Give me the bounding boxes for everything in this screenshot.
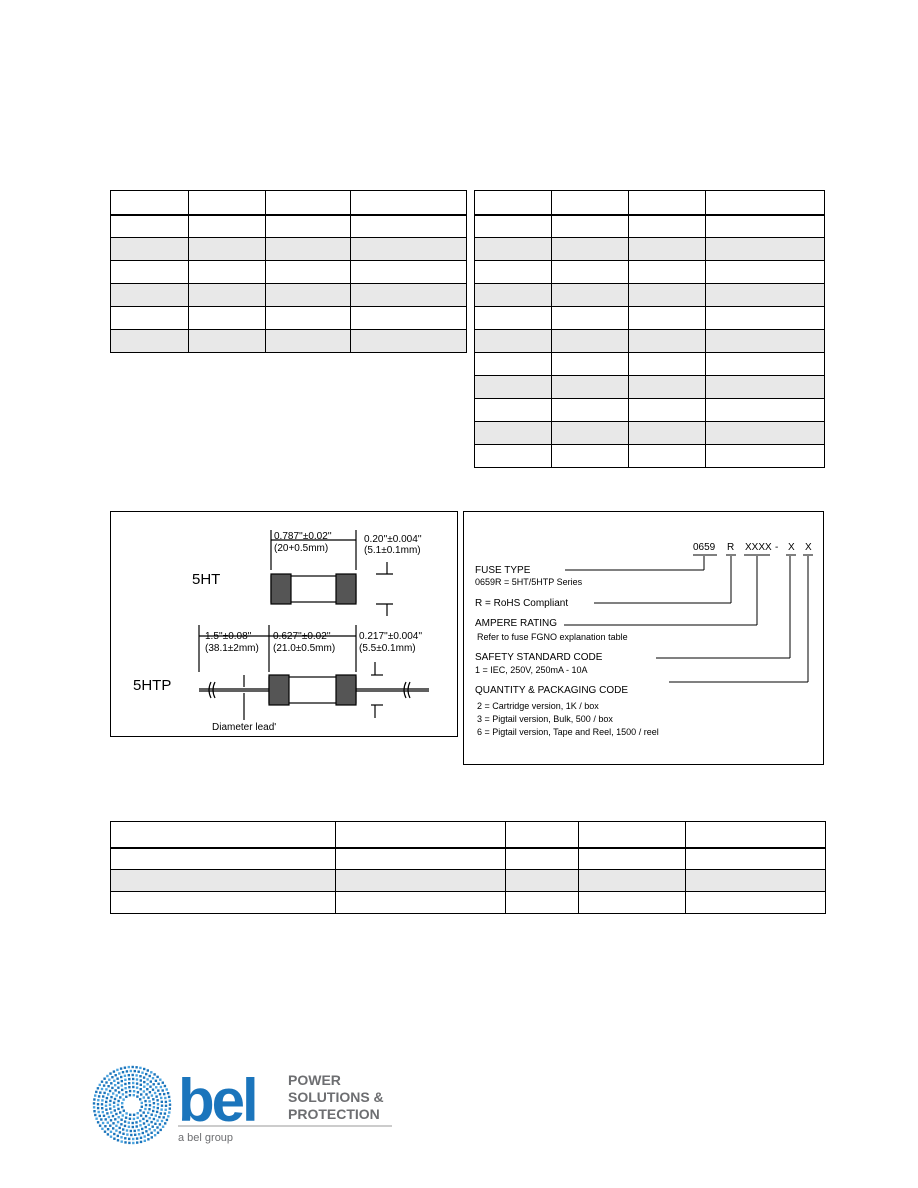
- table-row: [475, 353, 825, 376]
- table-header-row: [111, 191, 467, 215]
- ordering-code-panel: [463, 511, 824, 765]
- label-5ht: 5HT: [192, 571, 221, 588]
- qty-item: 3 = Pigtail version, Bulk, 500 / box: [477, 714, 613, 724]
- table-header-row: [475, 191, 825, 215]
- code-dash: -: [775, 542, 779, 553]
- table-row: [111, 284, 467, 307]
- dim-diameter-5htp: 0.217''±0.004'': [359, 631, 423, 642]
- code-prefix: 0659: [693, 542, 716, 553]
- table-row: [475, 422, 825, 445]
- qty-title: QUANTITY & PACKAGING CODE: [475, 685, 628, 696]
- table-row: [475, 307, 825, 330]
- bel-logo-mark: [92, 1065, 412, 1145]
- table-row: [475, 399, 825, 422]
- qty-item: 6 = Pigtail version, Tape and Reel, 1500 / reel: [477, 727, 659, 737]
- table-row: [475, 261, 825, 284]
- fuse-dimension-diagram: [111, 512, 459, 738]
- brand-line-2: SOLUTIONS &: [288, 1089, 384, 1105]
- bel-logo: [92, 1065, 412, 1145]
- dim-body-length-5ht-mm: (20+0.5mm): [274, 543, 329, 554]
- table-row: [111, 892, 826, 914]
- table-header-row: [111, 822, 826, 848]
- safety-title: SAFETY STANDARD CODE: [475, 652, 603, 663]
- table-row: [475, 445, 825, 468]
- dim-lead-length: 1.5''±0.08'': [205, 631, 252, 642]
- rohs-label: R = RoHS Compliant: [475, 598, 569, 609]
- dim-lead-length-mm: (38.1±2mm): [205, 643, 259, 654]
- table-row: [111, 330, 467, 353]
- code-qty: X: [805, 542, 812, 553]
- bel-dot-ring-icon: [93, 1066, 171, 1144]
- dim-diameter-5ht-mm: (5.1±0.1mm): [364, 545, 421, 556]
- table-row: [475, 376, 825, 399]
- code-std: X: [788, 542, 795, 553]
- table-row: [475, 284, 825, 307]
- qty-item: 2 = Cartridge version, 1K / box: [477, 701, 599, 711]
- table-row: [475, 238, 825, 261]
- ordering-code-diagram: [464, 512, 825, 766]
- table-row: [475, 215, 825, 238]
- brand-wordmark: bel: [178, 1067, 256, 1134]
- dim-diameter-5ht: 0.20''±0.004'': [364, 534, 422, 545]
- table-row: [111, 238, 467, 261]
- safety-desc: 1 = IEC, 250V, 250mA - 10A: [475, 665, 588, 675]
- dim-body-length-5htp: 0.627''±0.02'': [273, 631, 331, 642]
- dim-diameter-5htp-mm: (5.5±0.1mm): [359, 643, 416, 654]
- fuse-type-desc: 0659R = 5HT/5HTP Series: [475, 577, 583, 587]
- ampere-title: AMPERE RATING: [475, 618, 558, 629]
- table-row: [111, 261, 467, 284]
- table-row: [111, 215, 467, 238]
- dim-body-length-5ht: 0.787''±0.02'': [274, 531, 332, 542]
- code-amp: XXXX: [745, 542, 772, 553]
- dimensions-drawing: [110, 511, 458, 737]
- rating-table-right: [474, 190, 825, 468]
- brand-line-3: PROTECTION: [288, 1106, 380, 1122]
- specification-table: [110, 821, 826, 914]
- brand-line-1: POWER: [288, 1072, 341, 1088]
- rating-table-left: [110, 190, 467, 353]
- brand-tagline: a bel group: [178, 1132, 234, 1144]
- ampere-desc: Refer to fuse FGNO explanation table: [477, 632, 628, 642]
- table-row: [111, 848, 826, 870]
- label-5htp: 5HTP: [133, 677, 172, 694]
- code-r: R: [727, 542, 735, 553]
- fuse-type-title: FUSE TYPE: [475, 565, 531, 576]
- dim-body-length-5htp-mm: (21.0±0.5mm): [273, 643, 336, 654]
- table-row: [475, 330, 825, 353]
- table-row: [111, 870, 826, 892]
- table-row: [111, 307, 467, 330]
- dim-diameter-lead: Diameter lead': [212, 722, 277, 733]
